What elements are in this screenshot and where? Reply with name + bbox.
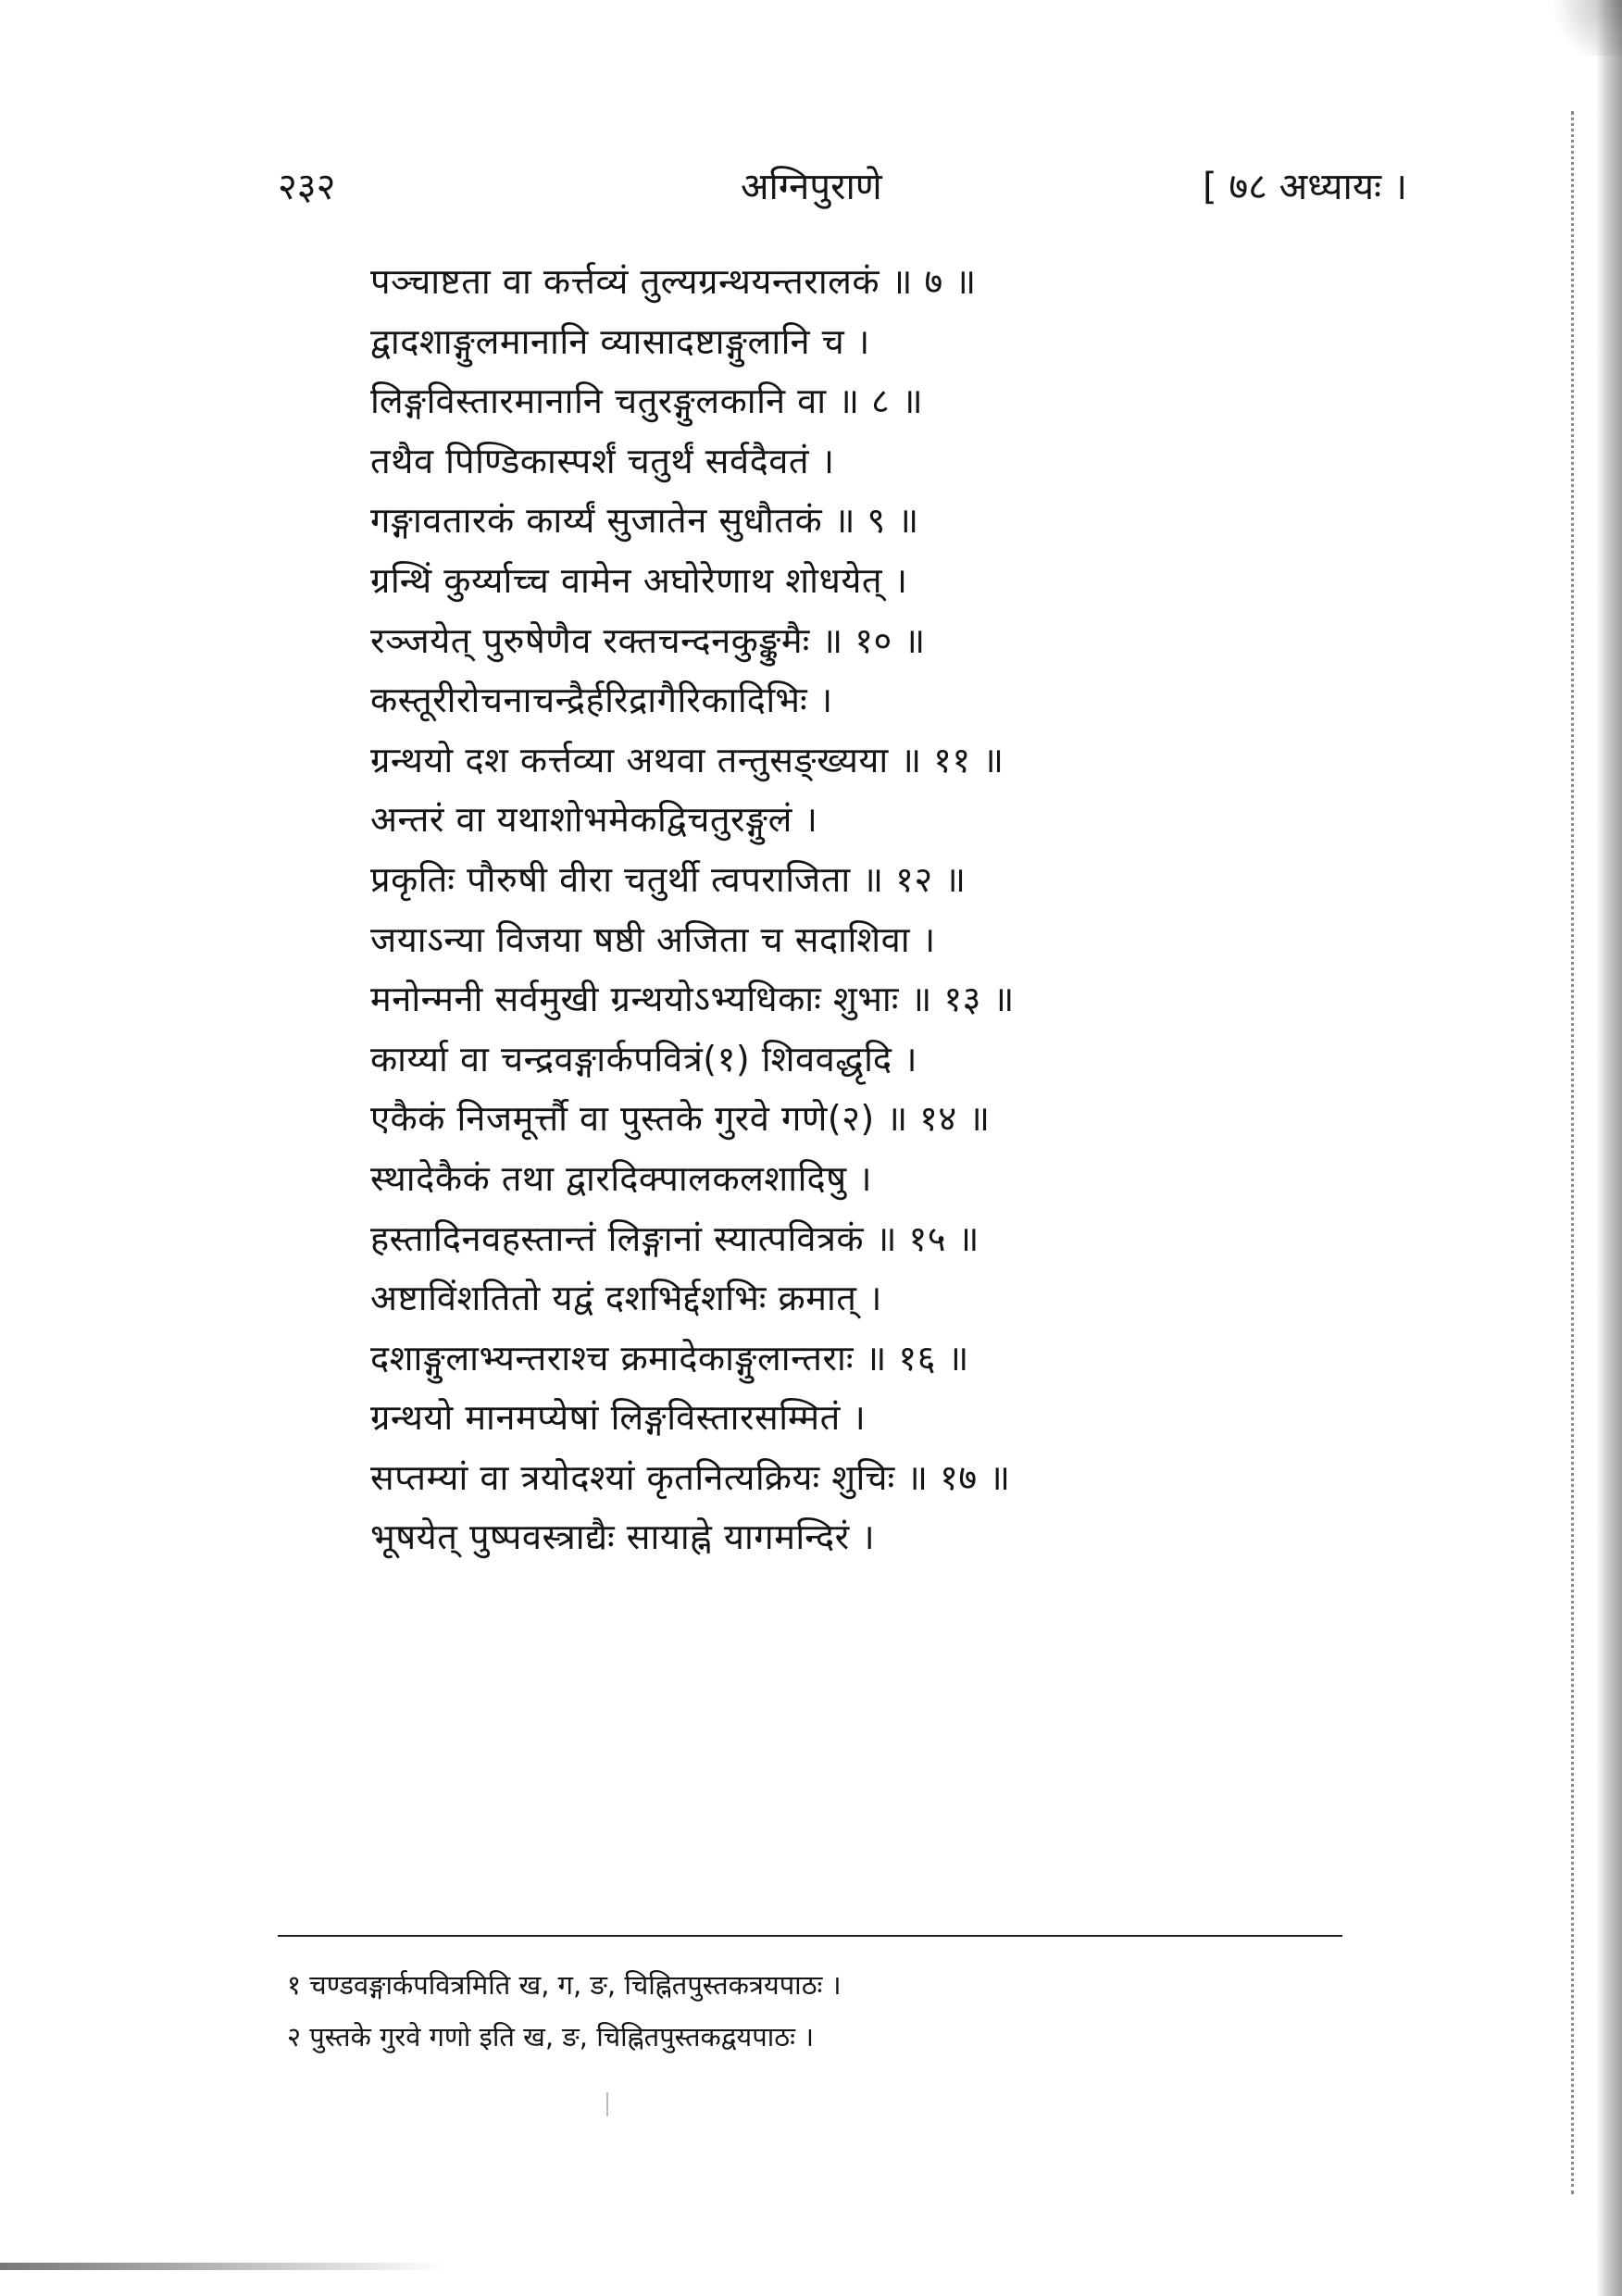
scan-right-edge [1596, 0, 1622, 2296]
verse-block [370, 252, 1296, 1567]
footnote-block [287, 1959, 1352, 2063]
verse-line: हस्तादिनवहस्तान्तं लिङ्गानां स्यात्पवित्रकं ॥ १५ ॥ [370, 1217, 979, 1259]
verse-line: जयाऽन्या विजया षष्ठी अजिता च सदाशिवा । [370, 918, 936, 960]
page-number: २३२ [278, 166, 336, 208]
verse-line: ग्रन्थयो दश कर्त्तव्या अथवा तन्तुसङ्ख्यया ॥ ११ ॥ [370, 739, 1004, 780]
verse-line: गङ्गावतारकं कार्य्यं सुजातेन सुधौतकं ॥ ९ ॥ [370, 500, 919, 542]
verse-line: कस्तूरीरोचनाचन्द्रैर्हरिद्रागैरिकादिभिः । [370, 680, 833, 721]
page-header [278, 159, 1407, 224]
verse-line: तथैव पिण्डिकास्पर्शं चतुर्थं सर्वदैवतं । [370, 440, 835, 481]
running-title: अग्निपुराणे [741, 166, 882, 208]
scan-binding-dots [1571, 111, 1574, 2194]
chapter-label: [ ७८ अध्यायः । [1203, 166, 1407, 208]
scan-stray-mark [606, 2092, 608, 2116]
verse-line: एकैकं निजमूर्त्तौ वा पुस्तके गुरवे गणे(२) ॥ १४ ॥ [370, 1098, 991, 1140]
footnote-divider [278, 1935, 1342, 1937]
verse-line: प्रकृतिः पौरुषी वीरा चतुर्थी त्वपराजिता ॥ १२ ॥ [370, 858, 967, 900]
verse-line: स्थादेकैकं तथा द्वारदिक्पालकलशादिषु । [370, 1157, 873, 1199]
verse-line: अन्तरं वा यथाशोभमेकद्विचतुरङ्गुलं । [370, 799, 818, 841]
verse-line: दशाङ्गुलाभ्यन्तराश्च क्रमादेकाङ्गुलान्तराः ॥ १६ ॥ [370, 1337, 969, 1379]
verse-line: द्वादशाङ्गुलमानानि व्यासादष्टाङ्गुलानि च । [370, 320, 870, 362]
verse-line: लिङ्गविस्तारमानानि चतुरङ्गुलकानि वा ॥ ८ ॥ [370, 381, 924, 422]
verse-line: सप्तम्यां वा त्रयोदश्यां कृतनित्यक्रियः शुचिः ॥ १७ ॥ [370, 1456, 1011, 1498]
verse-line: ग्रन्थयो मानमप्येषां लिङ्गविस्तारसम्मितं । [370, 1397, 867, 1439]
footnote-1: १ चण्डवङ्गार्कपवित्रमिति ख, ग, ङ, चिह्नितपुस्तकत्रयपाठः । [287, 1969, 842, 2001]
verse-line: पञ्चाष्टता वा कर्त्तव्यं तुल्यग्रन्थयन्तरालकं ॥ ७ ॥ [370, 261, 977, 302]
verse-line: मनोन्मनी सर्वमुखी ग्रन्थयोऽभ्यधिकाः शुभाः ॥ १३ ॥ [370, 979, 1015, 1020]
verse-line: अष्टाविंशतितो यद्वं दशभिर्द्दशभिः क्रमात् । [370, 1278, 882, 1319]
scan-bottom-edge [0, 2263, 444, 2270]
verse-line: रञ्जयेत् पुरुषेणैव रक्तचन्दनकुङ्कुमैः ॥ १० ॥ [370, 619, 926, 661]
verse-line: कार्य्या वा चन्द्रवङ्गार्कपवित्रं(१) शिववद्धृदि । [370, 1038, 918, 1079]
verse-line: भूषयेत् पुष्पवस्त्राद्यैः सायाह्ने यागमन्दिरं । [370, 1516, 876, 1558]
verse-line: ग्रन्थिं कुर्य्याच्च वामेन अघोरेणाथ शोधयेत् । [370, 559, 908, 601]
footnote-2: २ पुस्तके गुरवे गणो इति ख, ङ, चिह्नितपुस्तकद्वयपाठः । [287, 2021, 815, 2053]
